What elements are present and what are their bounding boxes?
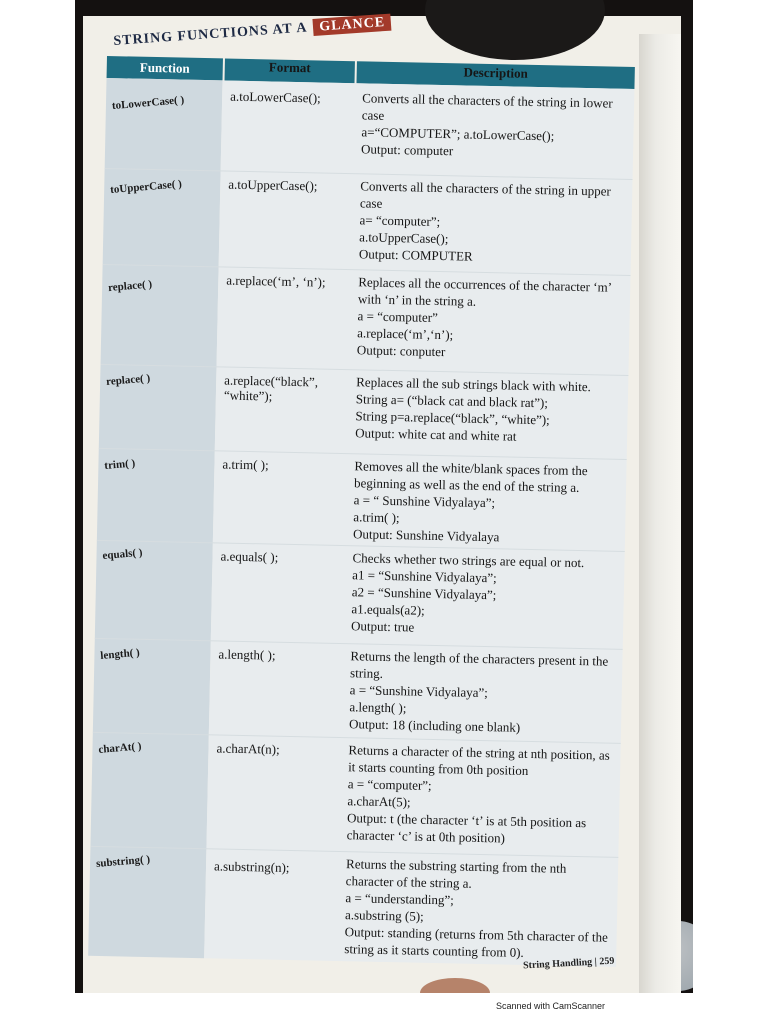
- table-row: [99, 366, 629, 460]
- function-name: substring( ): [95, 853, 151, 870]
- table-row: [101, 266, 631, 376]
- function-format: a.toUpperCase();: [228, 176, 318, 194]
- function-name: toLowerCase( ): [111, 94, 185, 113]
- function-format: a.replace(‘m’, ‘n’);: [226, 272, 326, 290]
- header-format: Format: [225, 58, 355, 83]
- description-line: Replaces all the occurrences of the character ‘m’ with ‘n’ in the string a.: [357, 274, 612, 309]
- table-row: [90, 734, 620, 858]
- description-line: a1 = “Sunshine Vidyalaya”;: [352, 567, 497, 586]
- function-format: a.charAt(n);: [216, 740, 280, 757]
- header-function: Function: [107, 56, 223, 80]
- description-line: a.replace(‘m’,‘n’);: [357, 325, 454, 343]
- description-line: a=“COMPUTER”; a.toLowerCase();: [361, 124, 555, 144]
- scanned-photo: [75, 0, 693, 993]
- description-line: Output: standing (returns from 5th character of the string as it starts counting from 0).: [344, 924, 608, 960]
- description-line: Output: COMPUTER: [358, 246, 473, 264]
- function-description: [351, 549, 619, 640]
- description-line: Output: Sunshine Vidyalaya: [352, 526, 500, 545]
- function-description: [347, 741, 615, 849]
- description-line: Converts all the characters of the string in lower case: [361, 90, 613, 123]
- description-line: Output: conputer: [356, 342, 446, 360]
- function-name: charAt( ): [97, 740, 142, 756]
- description-line: Replaces all the sub strings black with white.: [356, 374, 592, 395]
- description-line: a = “computer”;: [347, 776, 432, 793]
- description-line: a.trim( );: [353, 509, 400, 526]
- table-row: [95, 542, 625, 650]
- function-format: a.trim( );: [222, 456, 269, 473]
- function-description: [353, 457, 621, 548]
- description-line: a1.equals(a2);: [351, 601, 425, 618]
- description-line: Returns the substring starting from the nth character of the string a.: [345, 856, 567, 891]
- function-format: a.toLowerCase();: [230, 88, 321, 106]
- page-edge: [639, 34, 681, 993]
- function-name: trim( ): [103, 457, 136, 473]
- function-name: toUpperCase( ): [109, 178, 183, 197]
- description-line: Returns a character of the string at nth position, as it starts counting from 0th position: [348, 742, 610, 778]
- description-line: Output: 18 (including one blank): [348, 716, 521, 735]
- description-line: a.charAt(5);: [347, 793, 411, 810]
- description-line: Checks whether two strings are equal or not.: [352, 550, 585, 571]
- description-line: Returns the length of the characters present in the string.: [349, 648, 609, 681]
- description-line: a= “computer”;: [359, 212, 441, 230]
- function-format: a.replace(“black”, “white”);: [223, 372, 319, 404]
- heading-glance-tag: GLANCE: [313, 14, 392, 36]
- description-line: a.length( );: [349, 699, 407, 716]
- table-row: [97, 450, 627, 552]
- scanner-watermark: Scanned with CamScanner: [496, 1001, 606, 1011]
- heading-prefix: STRING FUNCTIONS AT A: [113, 20, 308, 49]
- table-row: [103, 170, 633, 276]
- function-format: a.length( );: [218, 646, 276, 663]
- description-line: Output: true: [350, 618, 415, 635]
- table-row: [105, 82, 635, 180]
- description-line: a = “ Sunshine Vidyalaya”;: [353, 492, 496, 511]
- description-line: a.substring (5);: [344, 907, 424, 924]
- description-line: String a= (“black cat and black rat”);: [355, 391, 549, 411]
- string-functions-table: [88, 56, 635, 967]
- function-format: a.equals( );: [220, 548, 279, 565]
- description-line: a = “understanding”;: [345, 890, 454, 908]
- description-line: Output: white cat and white rat: [355, 425, 517, 444]
- textbook-page: [83, 16, 681, 993]
- function-format: a.substring(n);: [213, 858, 290, 875]
- page-footer: String Handling | 259: [522, 955, 615, 972]
- description-line: a = “Sunshine Vidyalaya”;: [349, 682, 489, 701]
- page-heading: [113, 15, 392, 50]
- description-line: Output: t (the character ‘t’ is at 5th position as character ‘c’ is at 0th position): [346, 810, 587, 846]
- function-description: [349, 647, 617, 738]
- function-name: equals( ): [102, 546, 143, 562]
- table-row: [93, 640, 623, 744]
- function-description: [355, 373, 622, 447]
- description-line: Output: computer: [360, 141, 454, 159]
- description-line: a = “computer”: [357, 308, 438, 325]
- description-line: String p=a.replace(“black”, “white”);: [355, 408, 550, 428]
- description-line: Removes all the white/blank spaces from the beginning as well as the end of the string a.: [353, 458, 588, 495]
- description-line: a2 = “Sunshine Vidyalaya”;: [351, 584, 497, 603]
- description-line: Converts all the characters of the string in upper case: [359, 178, 611, 211]
- description-line: a.toUpperCase();: [359, 229, 449, 247]
- function-name: length( ): [99, 646, 141, 662]
- function-description: [361, 89, 628, 163]
- function-name: replace( ): [107, 278, 153, 295]
- function-description: [359, 177, 627, 268]
- function-description: [344, 855, 612, 963]
- header-description: Description: [356, 61, 634, 89]
- table-row: [88, 848, 618, 963]
- function-description: [357, 273, 625, 364]
- function-name: replace( ): [105, 372, 151, 389]
